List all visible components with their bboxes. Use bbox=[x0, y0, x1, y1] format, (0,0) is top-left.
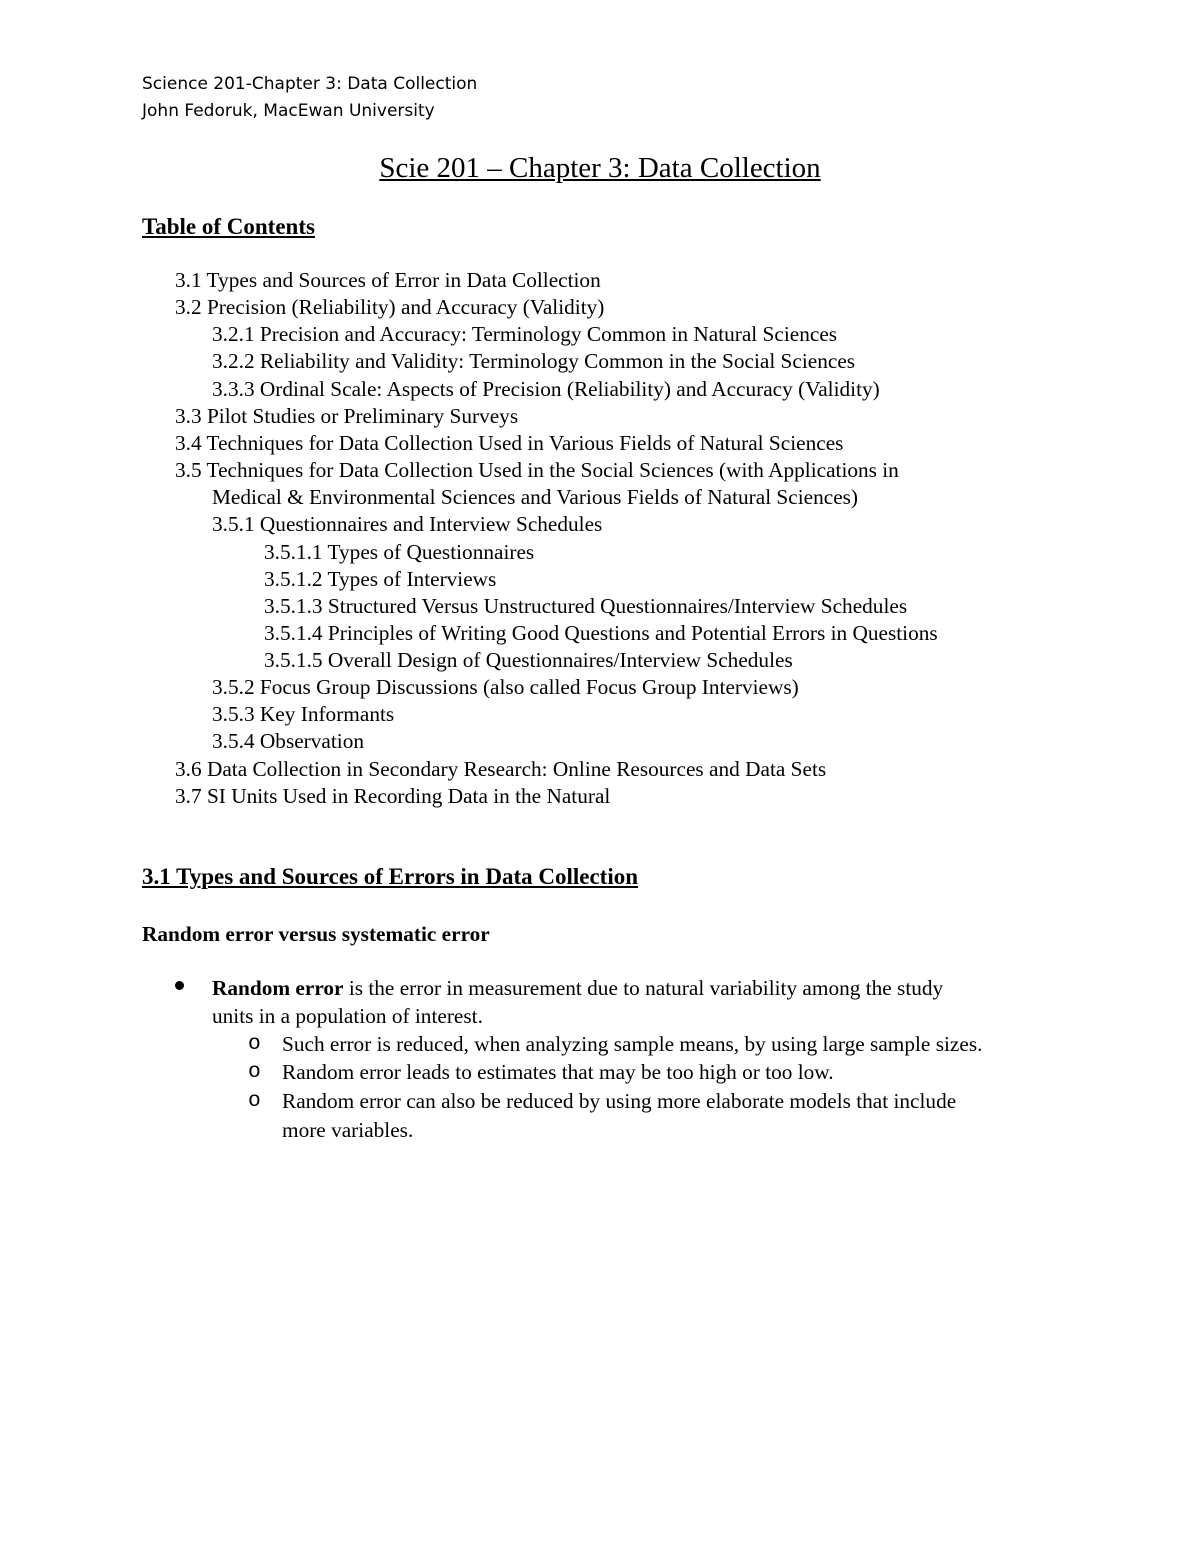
bullet-text-continuation: units in a population of interest. bbox=[212, 1004, 483, 1028]
sub-bullet-item: Random error can also be reduced by using more elaborate models that include bbox=[282, 1089, 957, 1113]
header-author-line: John Fedoruk, MacEwan University bbox=[142, 101, 435, 121]
toc-item: 3.5.1.2 Types of Interviews bbox=[264, 567, 497, 591]
sub-bullet-item-continuation: more variables. bbox=[282, 1118, 414, 1142]
toc-item: 3.6 Data Collection in Secondary Research: Online Resources and Data Sets bbox=[175, 757, 827, 781]
toc-item: 3.4 Techniques for Data Collection Used in Various Fields of Natural Sciences bbox=[175, 431, 844, 455]
toc-item: 3.5.1.1 Types of Questionnaires bbox=[264, 540, 535, 564]
toc-item: 3.7 SI Units Used in Recording Data in the Natural bbox=[175, 784, 611, 808]
toc-item: 3.5.3 Key Informants bbox=[212, 702, 395, 726]
toc-item: 3.3 Pilot Studies or Preliminary Surveys bbox=[175, 404, 519, 428]
sub-bullet-item: Random error leads to estimates that may be too high or too low. bbox=[282, 1060, 834, 1084]
sub-bullet-marker-icon: o bbox=[248, 1060, 261, 1084]
bullet-term: Random error bbox=[212, 976, 344, 1000]
header-course-line: Science 201-Chapter 3: Data Collection bbox=[142, 74, 478, 94]
toc-item-continuation: Medical & Environmental Sciences and Various Fields of Natural Sciences) bbox=[212, 485, 859, 509]
bullet-dot-icon bbox=[175, 981, 184, 990]
toc-heading: Table of Contents bbox=[142, 214, 315, 239]
toc-item: 3.5.1 Questionnaires and Interview Schedules bbox=[212, 512, 603, 536]
bullet-text: is the error in measurement due to natural variability among the study bbox=[343, 976, 944, 1000]
toc-item: 3.2.2 Reliability and Validity: Terminology Common in the Social Sciences bbox=[212, 349, 856, 373]
document-title: Scie 201 – Chapter 3: Data Collection bbox=[379, 152, 821, 184]
toc-item: 3.5 Techniques for Data Collection Used in the Social Sciences (with Applications in bbox=[175, 458, 899, 482]
toc-item: 3.2 Precision (Reliability) and Accuracy (Validity) bbox=[175, 295, 605, 319]
sub-bullet-marker-icon: o bbox=[248, 1089, 261, 1113]
bullet-line bbox=[212, 974, 943, 1002]
section-heading: 3.1 Types and Sources of Errors in Data Collection bbox=[142, 864, 639, 889]
toc-item: 3.3.3 Ordinal Scale: Aspects of Precision (Reliability) and Accuracy (Validity) bbox=[212, 377, 880, 401]
toc-item: 3.5.4 Observation bbox=[212, 729, 365, 753]
sub-bullet-marker-icon: o bbox=[248, 1032, 261, 1056]
toc-item: 3.5.1.5 Overall Design of Questionnaires/Interview Schedules bbox=[264, 648, 793, 672]
toc-item: 3.5.2 Focus Group Discussions (also called Focus Group Interviews) bbox=[212, 675, 799, 699]
toc-item: 3.2.1 Precision and Accuracy: Terminology Common in Natural Sciences bbox=[212, 322, 838, 346]
toc-item: 3.5.1.3 Structured Versus Unstructured Questionnaires/Interview Schedules bbox=[264, 594, 908, 618]
toc-item: 3.1 Types and Sources of Error in Data Collection bbox=[175, 268, 601, 292]
sub-bullet-item: Such error is reduced, when analyzing sample means, by using large sample sizes. bbox=[282, 1032, 983, 1056]
section-subheading: Random error versus systematic error bbox=[142, 922, 490, 946]
toc-item: 3.5.1.4 Principles of Writing Good Questions and Potential Errors in Questions bbox=[264, 621, 938, 645]
